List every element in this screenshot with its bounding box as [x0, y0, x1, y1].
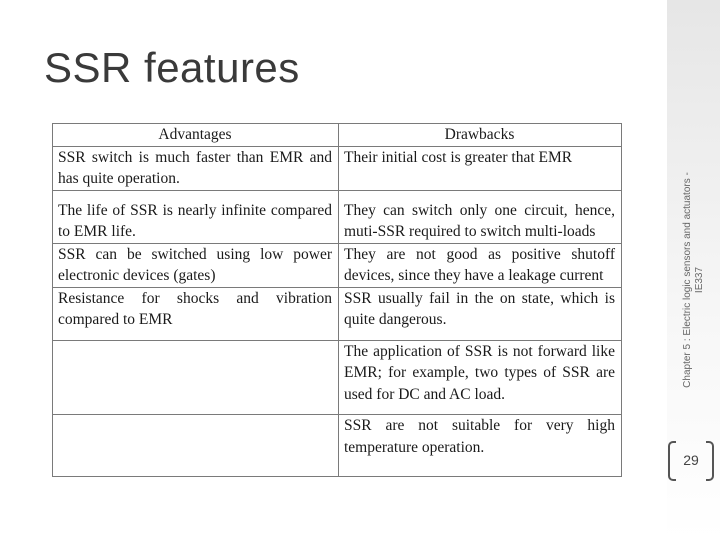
advantage-cell	[53, 415, 339, 477]
slide-title: SSR features	[44, 44, 300, 91]
header-advantages: Advantages	[53, 124, 339, 147]
table-row	[53, 190, 622, 243]
advantage-cell	[53, 340, 339, 415]
drawback-cell	[339, 287, 622, 340]
drawback-cell	[339, 415, 622, 477]
drawback-cell	[339, 190, 622, 243]
table-row	[53, 340, 622, 415]
header-drawbacks: Drawbacks	[339, 124, 622, 147]
features-table	[52, 123, 622, 477]
advantage-cell	[53, 190, 339, 243]
table-row	[53, 287, 622, 340]
drawback-text: SSR are not suitable for very high temperature operation.	[344, 417, 615, 456]
drawback-text: The application of SSR is not forward like EMR; for example, two types of SSR are used for DC and AC load.	[344, 342, 615, 403]
page-number: 29	[683, 452, 699, 468]
drawback-text: They can switch only one circuit, hence, muti-SSR required to switch multi-loads	[344, 201, 615, 240]
advantage-text: Resistance for shocks and vibration compared to EMR	[58, 289, 332, 328]
advantage-text: The life of SSR is nearly infinite compared to EMR life.	[58, 201, 332, 240]
table-row	[53, 415, 622, 477]
table-header-row	[53, 124, 622, 147]
advantage-cell	[53, 287, 339, 340]
advantage-cell: SSR can be switched using low power electronic devices (gates)	[53, 243, 339, 287]
drawback-cell	[339, 340, 622, 415]
table-row	[53, 243, 622, 287]
drawback-cell: They are not good as positive shutoff devices, since they have a leakage current	[339, 243, 622, 287]
drawback-cell: Their initial cost is greater that EMR	[339, 146, 622, 190]
advantage-cell: SSR switch is much faster than EMR and has quite operation.	[53, 146, 339, 190]
chapter-footer: Chapter 5 : Electric logic sensors and actuators - IE337	[682, 172, 705, 388]
drawback-text: SSR usually fail in the on state, which is quite dangerous.	[344, 289, 615, 328]
table-row	[53, 146, 622, 190]
